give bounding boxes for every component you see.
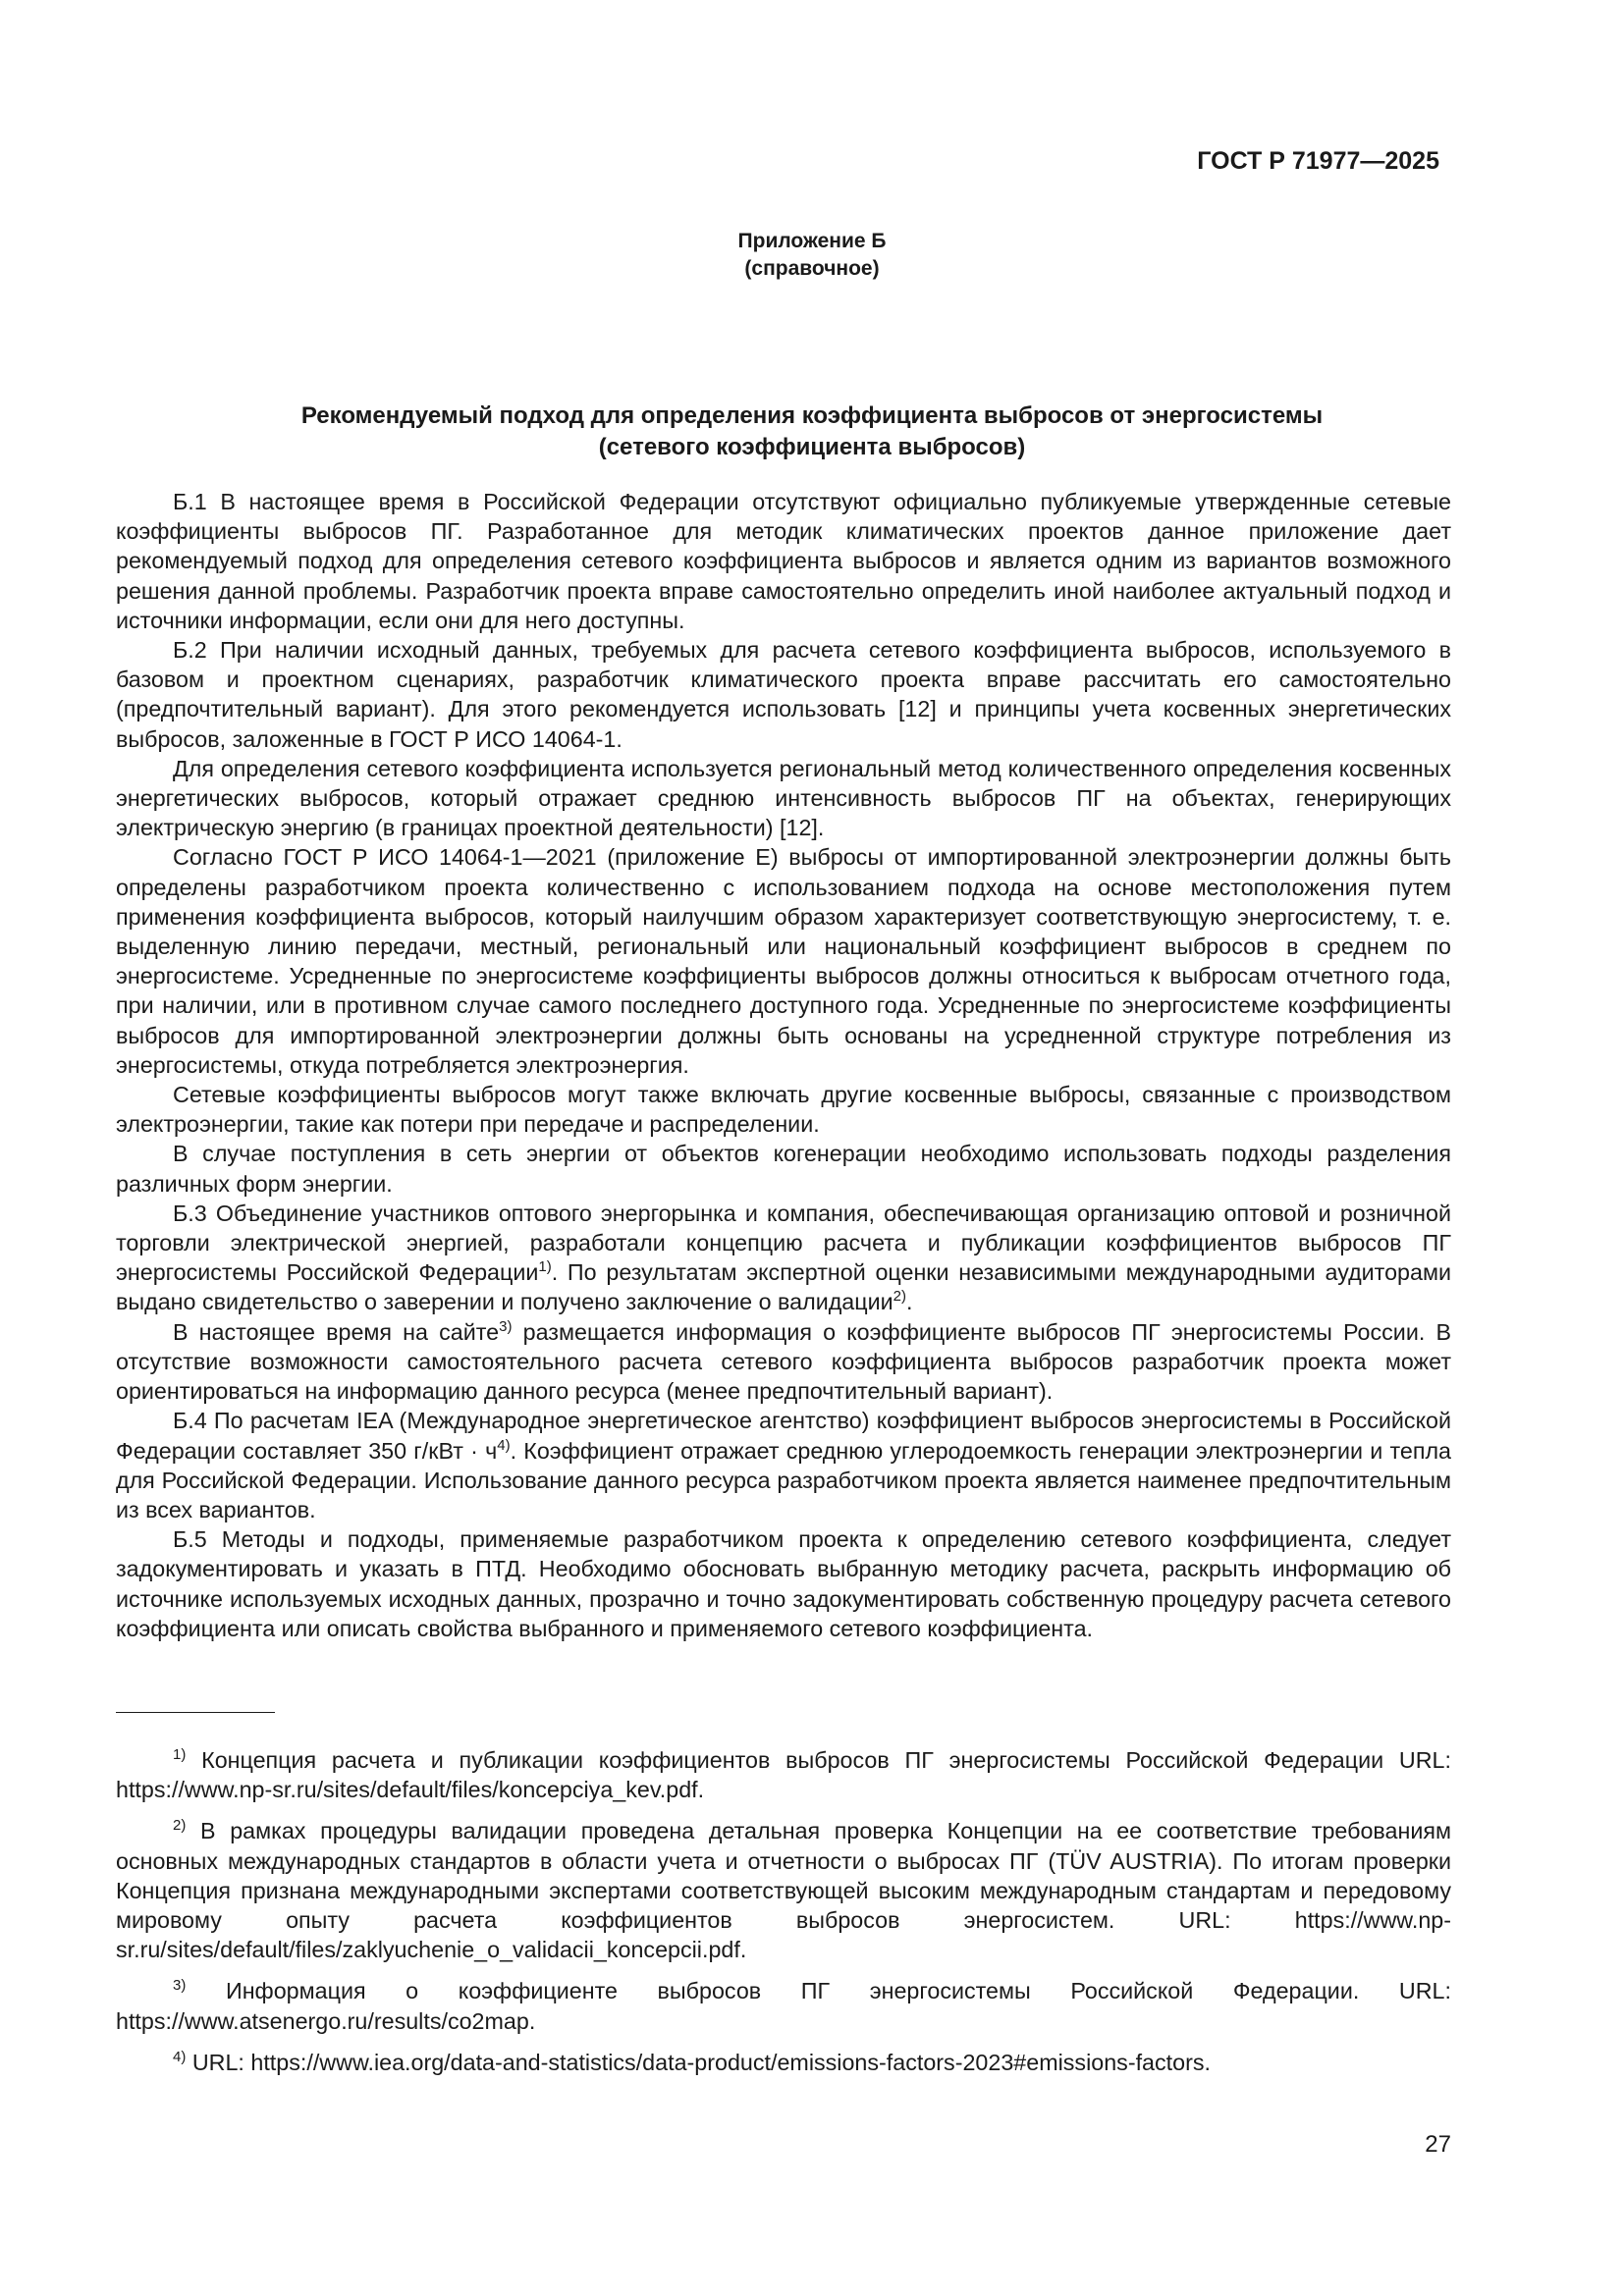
section-heading (137, 400, 1487, 463)
footnote-3-mark: 3) (173, 1977, 187, 1995)
appendix-type: (справочное) (744, 257, 880, 280)
paragraph-b3-part-1: Б.3 Объединение участников оптового энергорынка и компания, обеспечивающая организацию оптовой и розничной торговли электрической энергией, разработали концепцию расчета и публикации коэффициентов выбросов ПГ энергосистемы Российской Федерации (116, 1200, 1451, 1286)
paragraph-b2: Б.2 При наличии исходный данных, требуемых для расчета сетевого коэффициента выбросов, используемого в базовом и проектном сценариях, разработчик климатического проекта вправе рассчитать его самостоятельно (предпочтительный вариант). Для этого рекомендуется использовать [12] и принципы учета косвенных энергетических выбросов, заложенные в ГОСТ Р ИСО 14064-1. (116, 637, 1451, 752)
footnote-1 (116, 1745, 1451, 1804)
appendix-title: Приложение Б (737, 230, 887, 252)
paragraph-b4 (116, 1406, 1451, 1524)
document-code: ГОСТ Р 71977—2025 (1197, 147, 1439, 175)
footnote-2-mark: 2) (173, 1817, 187, 1835)
paragraph-website-part-1: В настоящее время на сайте (173, 1318, 500, 1345)
footnote-1-mark: 1) (173, 1746, 187, 1764)
footnote-separator (116, 1712, 275, 1713)
paragraph-regional-method: Для определения сетевого коэффициента используется региональный метод количественного определения косвенных энергетических выбросов, который отражает среднюю интенсивность выбросов ПГ на объектах, генерирующих электрическую энергию (в границах проектной деятельности) [12]. (116, 755, 1451, 841)
appendix-label (0, 228, 1624, 283)
paragraph-b3-part-3: . (905, 1289, 913, 1315)
paragraph-b4-part-1: Б.4 По расчетам IEA (Международное энергетическое агентство) коэффициент выбросов энергосистемы в Российской Федерации составляет 350 г/кВт · ч (116, 1408, 1451, 1464)
footnote-ref-4: 4) (497, 1436, 511, 1454)
footnotes (116, 1745, 1451, 2089)
paragraph-b3-part-2: . По результатам экспертной оценки независимыми международными аудиторами выдано свидетельство о заверении и получено заключение о валидации (116, 1259, 1451, 1315)
footnote-2-text: В рамках процедуры валидации проведена детальная проверка Концепции на ее соответствие требованиям основных международных стандартов в области учета и отчетности о выбросах ПГ (TÜV AUSTRIA). По итогам проверки Концепция признана международными экспертами соответствующей высоким международным стандартам и передовому мировому опыту расчета коэффициентов выбросов энергосистем. URL: https://www.np-sr.ru/sites/default/files/zaklyuchenie_o_validacii_koncepcii.pdf. (116, 1818, 1451, 1963)
heading-line-1: Рекомендуемый подход для определения коэффициента выбросов от энергосистемы (300, 402, 1324, 429)
footnote-4 (116, 2048, 1451, 2077)
footnote-ref-1: 1) (538, 1258, 552, 1276)
paragraph-b1: Б.1 В настоящее время в Российской Федерации отсутствуют официально публикуемые утвержденные сетевые коэффициенты выбросов ПГ. Разработанное для методик климатических проектов данное приложение дает рекомендуемый подход для определения сетевого коэффициента выбросов и является одним из вариантов возможного решения данной проблемы. Разработчик проекта вправе самостоятельно определить иной наиболее актуальный подход и источники информации, если они для него доступны. (116, 489, 1451, 633)
heading-line-2: (сетевого коэффициента выбросов) (598, 434, 1026, 460)
body-text (116, 487, 1451, 1643)
footnote-ref-3: 3) (499, 1317, 513, 1335)
footnote-4-mark: 4) (173, 2049, 187, 2066)
paragraph-b4-part-2: . Коэффициент отражает среднюю углеродоемкость генерации электроэнергии и тепла для Российской Федерации. Использование данного ресурса разработчиком проекта является наименее предпочтительным из всех вариантов. (116, 1437, 1451, 1522)
paragraph-website-part-2: размещается информация о коэффициенте выбросов ПГ энергосистемы России. В отсутствие возможности самостоятельного расчета сетевого коэффициента выбросов разработчик проекта может ориентироваться на информацию данного ресурса (менее предпочтительный вариант). (116, 1318, 1451, 1405)
paragraph-website (116, 1317, 1451, 1407)
page-number: 27 (1425, 2131, 1451, 2158)
paragraph-b3 (116, 1199, 1451, 1317)
paragraph-grid-losses: Сетевые коэффициенты выбросов могут также включать другие косвенные выбросы, связанные с производством электроэнергии, такие как потери при передаче и распределении. (116, 1082, 1451, 1138)
footnote-2 (116, 1816, 1451, 1964)
paragraph-iso-14064: Согласно ГОСТ Р ИСО 14064-1—2021 (приложение Е) выбросы от импортированной электроэнергии должны быть определены разработчиком проекта количественно с использованием подхода на основе местоположения путем применения коэффициента выбросов, который наилучшим образом характеризует соответствующую энергосистему, т. е. выделенную линию передачи, местный, региональный или национальный коэффициент выбросов в среднем по энергосистеме. Усредненные по энергосистеме коэффициенты выбросов должны относиться к выбросам отчетного года, при наличии, или в противном случае самого последнего доступного года. Усредненные по энергосистеме коэффициенты выбросов для импортированной электроэнергии должны быть основаны на усредненной структуре потребления из энергосистемы, откуда потребляется электроэнергия. (116, 844, 1451, 1078)
footnote-3-text: Информация о коэффициенте выбросов ПГ энергосистемы Российской Федерации. URL: https://www.atsenergo.ru/results/co2map. (116, 1978, 1451, 2034)
paragraph-cogeneration: В случае поступления в сеть энергии от объектов когенерации необходимо использовать подходы разделения различных форм энергии. (116, 1141, 1451, 1197)
footnote-ref-2: 2) (893, 1288, 906, 1306)
footnote-1-text: Концепция расчета и публикации коэффициентов выбросов ПГ энергосистемы Российской Федерации URL: https://www.np-sr.ru/sites/default/files/koncepciya_kev.pdf. (116, 1747, 1451, 1803)
paragraph-b5: Б.5 Методы и подходы, применяемые разработчиком проекта к определению сетевого коэффициента, следует задокументировать и указать в ПТД. Необходимо обосновать выбранную методику расчета, раскрыть информацию об источнике используемых исходных данных, прозрачно и точно задокументировать собственную процедуру расчета сетевого коэффициента или описать свойства выбранного и применяемого сетевого коэффициента. (116, 1526, 1451, 1641)
footnote-3 (116, 1976, 1451, 2035)
footnote-4-text: URL: https://www.iea.org/data-and-statistics/data-product/emissions-factors-2023#emissions-factors. (186, 2049, 1211, 2075)
